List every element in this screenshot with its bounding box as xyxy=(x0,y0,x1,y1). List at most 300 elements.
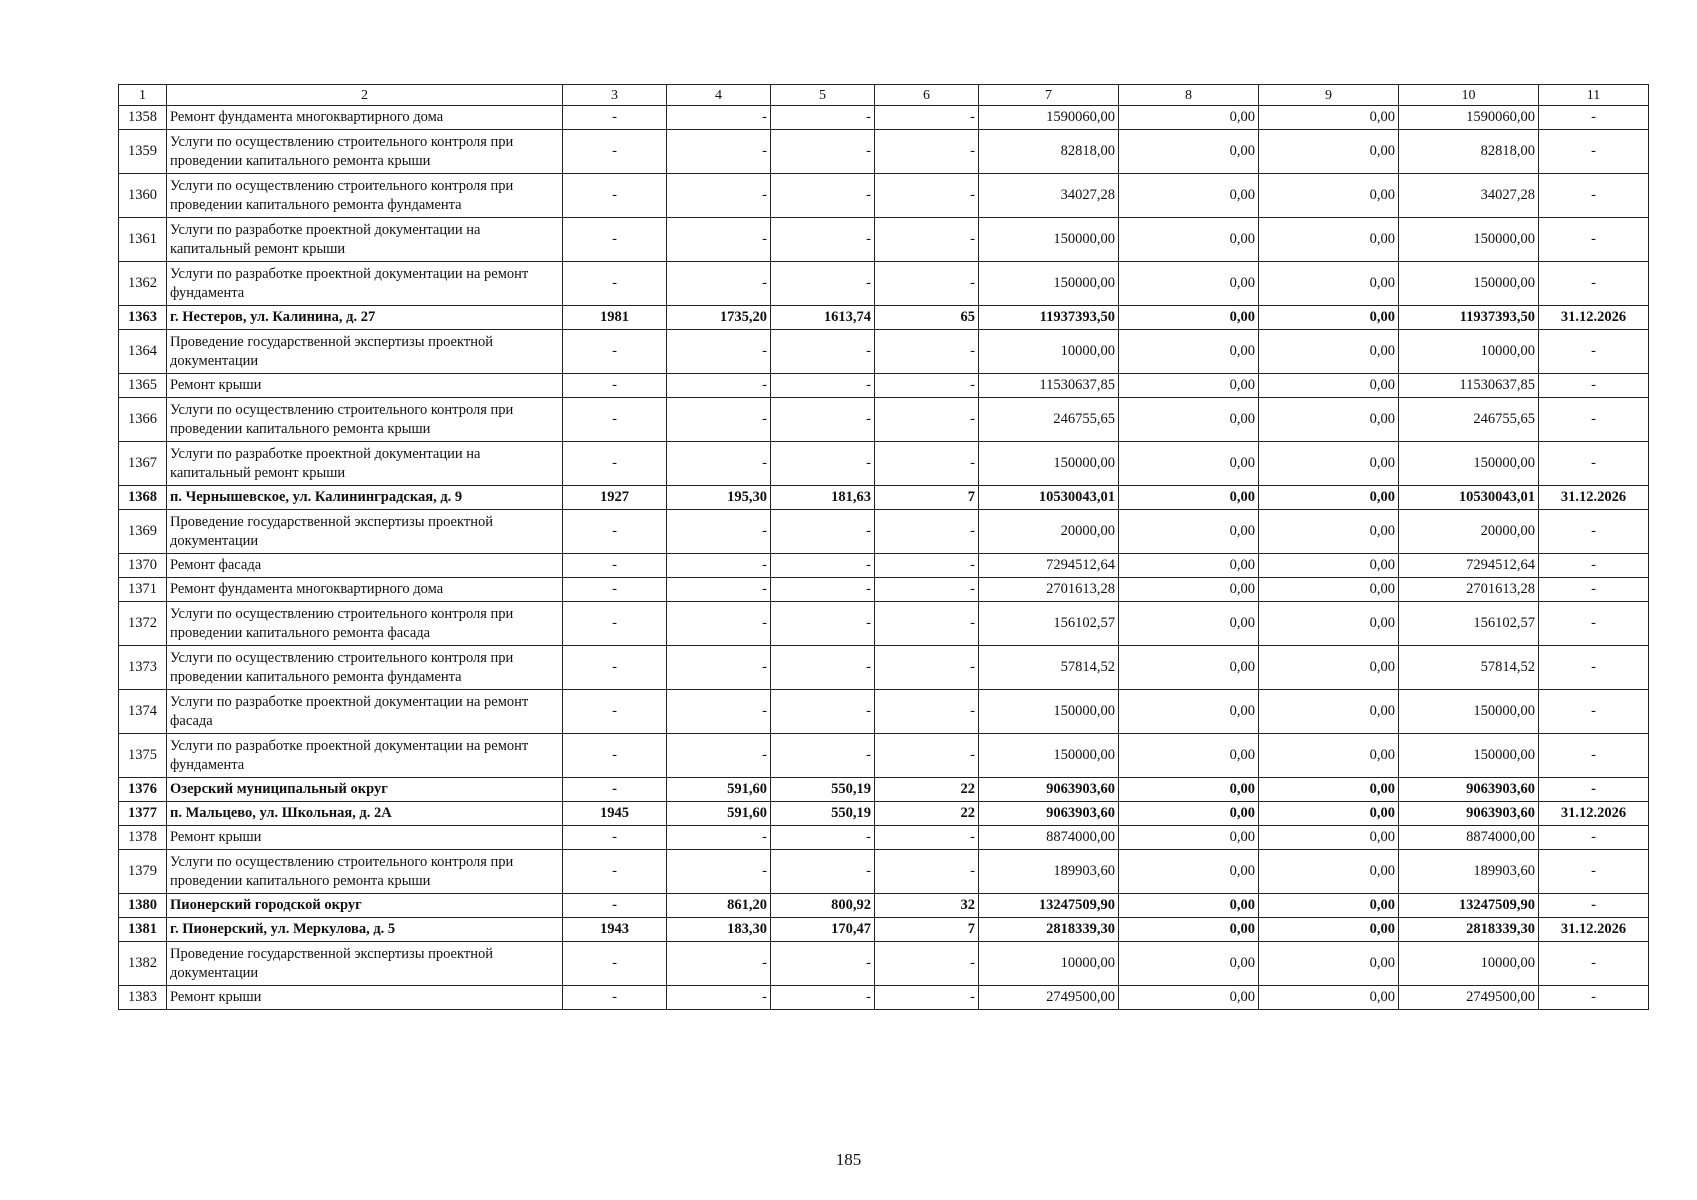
cost-col10-cell: 57814,52 xyxy=(1399,646,1539,690)
cost-total-cell: 246755,65 xyxy=(979,398,1119,442)
area-living-cell: - xyxy=(771,826,875,850)
cost-col8-cell: 0,00 xyxy=(1119,398,1259,442)
area-total-cell: - xyxy=(667,986,771,1010)
area-total-cell: - xyxy=(667,130,771,174)
row-number-cell: 1369 xyxy=(119,510,167,554)
cost-col10-cell: 246755,65 xyxy=(1399,398,1539,442)
year-cell: 1945 xyxy=(563,802,667,826)
cost-col8-cell: 0,00 xyxy=(1119,894,1259,918)
residents-cell: - xyxy=(875,554,979,578)
area-total-cell: 195,30 xyxy=(667,486,771,510)
cost-col9-cell: 0,00 xyxy=(1259,330,1399,374)
cost-col9-cell: 0,00 xyxy=(1259,734,1399,778)
cost-col10-cell: 34027,28 xyxy=(1399,174,1539,218)
work-name-cell: Проведение государственной экспертизы проектной документации xyxy=(167,330,563,374)
row-number-cell: 1371 xyxy=(119,578,167,602)
area-total-cell: - xyxy=(667,646,771,690)
area-living-cell: 550,19 xyxy=(771,778,875,802)
cost-total-cell: 1590060,00 xyxy=(979,106,1119,130)
work-name-cell: Услуги по осуществлению строительного контроля при проведении капитального ремонта фасада xyxy=(167,602,563,646)
column-number-cell: 5 xyxy=(771,85,875,106)
year-cell: - xyxy=(563,398,667,442)
cost-col10-cell: 189903,60 xyxy=(1399,850,1539,894)
deadline-cell: - xyxy=(1539,646,1649,690)
residents-cell: - xyxy=(875,602,979,646)
area-living-cell: - xyxy=(771,374,875,398)
cost-col8-cell: 0,00 xyxy=(1119,602,1259,646)
cost-col8-cell: 0,00 xyxy=(1119,262,1259,306)
cost-total-cell: 10530043,01 xyxy=(979,486,1119,510)
area-total-cell: - xyxy=(667,690,771,734)
row-number-cell: 1359 xyxy=(119,130,167,174)
cost-total-cell: 10000,00 xyxy=(979,330,1119,374)
cost-col10-cell: 8874000,00 xyxy=(1399,826,1539,850)
area-total-cell: - xyxy=(667,602,771,646)
row-number-cell: 1360 xyxy=(119,174,167,218)
year-cell: - xyxy=(563,106,667,130)
cost-total-cell: 189903,60 xyxy=(979,850,1119,894)
area-total-cell: - xyxy=(667,510,771,554)
work-name-cell: Проведение государственной экспертизы проектной документации xyxy=(167,942,563,986)
cost-col10-cell: 7294512,64 xyxy=(1399,554,1539,578)
residents-cell: - xyxy=(875,262,979,306)
area-total-cell: - xyxy=(667,554,771,578)
row-number-cell: 1361 xyxy=(119,218,167,262)
table-row xyxy=(119,510,1649,554)
deadline-cell: - xyxy=(1539,554,1649,578)
work-name-cell: п. Мальцево, ул. Школьная, д. 2А xyxy=(167,802,563,826)
table-row xyxy=(119,778,1649,802)
year-cell: - xyxy=(563,554,667,578)
row-number-cell: 1380 xyxy=(119,894,167,918)
row-number-cell: 1375 xyxy=(119,734,167,778)
table-row xyxy=(119,130,1649,174)
year-cell: - xyxy=(563,850,667,894)
work-name-cell: Услуги по осуществлению строительного контроля при проведении капитального ремонта фундамента xyxy=(167,646,563,690)
table-row xyxy=(119,690,1649,734)
cost-col9-cell: 0,00 xyxy=(1259,174,1399,218)
cost-col10-cell: 150000,00 xyxy=(1399,442,1539,486)
cost-col8-cell: 0,00 xyxy=(1119,554,1259,578)
residents-cell: 65 xyxy=(875,306,979,330)
area-living-cell: - xyxy=(771,602,875,646)
deadline-cell: - xyxy=(1539,690,1649,734)
area-total-cell: 861,20 xyxy=(667,894,771,918)
area-living-cell: - xyxy=(771,850,875,894)
area-living-cell: 550,19 xyxy=(771,802,875,826)
residents-cell: - xyxy=(875,330,979,374)
work-name-cell: Ремонт фасада xyxy=(167,554,563,578)
cost-col10-cell: 156102,57 xyxy=(1399,602,1539,646)
cost-col10-cell: 150000,00 xyxy=(1399,690,1539,734)
cost-col8-cell: 0,00 xyxy=(1119,826,1259,850)
column-number-cell: 7 xyxy=(979,85,1119,106)
cost-total-cell: 13247509,90 xyxy=(979,894,1119,918)
residents-cell: 7 xyxy=(875,918,979,942)
deadline-cell: - xyxy=(1539,602,1649,646)
cost-col10-cell: 13247509,90 xyxy=(1399,894,1539,918)
cost-col10-cell: 150000,00 xyxy=(1399,262,1539,306)
cost-col8-cell: 0,00 xyxy=(1119,174,1259,218)
residents-cell: - xyxy=(875,218,979,262)
cost-total-cell: 156102,57 xyxy=(979,602,1119,646)
work-name-cell: Услуги по разработке проектной документации на ремонт фундамента xyxy=(167,734,563,778)
area-living-cell: - xyxy=(771,986,875,1010)
residents-cell: - xyxy=(875,174,979,218)
cost-col8-cell: 0,00 xyxy=(1119,510,1259,554)
deadline-cell: 31.12.2026 xyxy=(1539,802,1649,826)
residents-cell: - xyxy=(875,130,979,174)
deadline-cell: - xyxy=(1539,374,1649,398)
area-living-cell: 170,47 xyxy=(771,918,875,942)
cost-col9-cell: 0,00 xyxy=(1259,602,1399,646)
cost-col9-cell: 0,00 xyxy=(1259,646,1399,690)
cost-total-cell: 2749500,00 xyxy=(979,986,1119,1010)
row-number-cell: 1363 xyxy=(119,306,167,330)
cost-col8-cell: 0,00 xyxy=(1119,690,1259,734)
cost-col9-cell: 0,00 xyxy=(1259,486,1399,510)
cost-col8-cell: 0,00 xyxy=(1119,918,1259,942)
area-living-cell: - xyxy=(771,942,875,986)
row-number-cell: 1365 xyxy=(119,374,167,398)
year-cell: - xyxy=(563,942,667,986)
cost-col8-cell: 0,00 xyxy=(1119,486,1259,510)
cost-col8-cell: 0,00 xyxy=(1119,734,1259,778)
column-number-cell: 2 xyxy=(167,85,563,106)
table-row xyxy=(119,174,1649,218)
column-number-cell: 4 xyxy=(667,85,771,106)
deadline-cell: - xyxy=(1539,106,1649,130)
cost-col9-cell: 0,00 xyxy=(1259,826,1399,850)
deadline-cell: - xyxy=(1539,778,1649,802)
area-total-cell: 591,60 xyxy=(667,802,771,826)
year-cell: - xyxy=(563,174,667,218)
row-number-cell: 1358 xyxy=(119,106,167,130)
work-name-cell: Ремонт фундамента многоквартирного дома xyxy=(167,578,563,602)
row-number-cell: 1367 xyxy=(119,442,167,486)
year-cell: - xyxy=(563,330,667,374)
deadline-cell: - xyxy=(1539,578,1649,602)
cost-col9-cell: 0,00 xyxy=(1259,442,1399,486)
cost-total-cell: 11530637,85 xyxy=(979,374,1119,398)
row-number-cell: 1374 xyxy=(119,690,167,734)
area-living-cell: - xyxy=(771,262,875,306)
column-number-cell: 11 xyxy=(1539,85,1649,106)
work-name-cell: Услуги по разработке проектной документации на ремонт фасада xyxy=(167,690,563,734)
work-name-cell: Услуги по осуществлению строительного контроля при проведении капитального ремонта фундамента xyxy=(167,174,563,218)
residents-cell: - xyxy=(875,578,979,602)
row-number-cell: 1382 xyxy=(119,942,167,986)
area-living-cell: - xyxy=(771,554,875,578)
residents-cell: 32 xyxy=(875,894,979,918)
area-total-cell: - xyxy=(667,330,771,374)
residents-cell: - xyxy=(875,986,979,1010)
deadline-cell: - xyxy=(1539,942,1649,986)
cost-col8-cell: 0,00 xyxy=(1119,330,1259,374)
row-number-cell: 1381 xyxy=(119,918,167,942)
cost-total-cell: 34027,28 xyxy=(979,174,1119,218)
table-row xyxy=(119,986,1649,1010)
year-cell: - xyxy=(563,690,667,734)
cost-col8-cell: 0,00 xyxy=(1119,778,1259,802)
area-total-cell: - xyxy=(667,106,771,130)
cost-col9-cell: 0,00 xyxy=(1259,802,1399,826)
deadline-cell: - xyxy=(1539,734,1649,778)
year-cell: 1981 xyxy=(563,306,667,330)
area-living-cell: 181,63 xyxy=(771,486,875,510)
residents-cell: - xyxy=(875,826,979,850)
residents-cell: - xyxy=(875,510,979,554)
column-number-cell: 6 xyxy=(875,85,979,106)
deadline-cell: 31.12.2026 xyxy=(1539,486,1649,510)
year-cell: - xyxy=(563,510,667,554)
deadline-cell: - xyxy=(1539,850,1649,894)
year-cell: - xyxy=(563,578,667,602)
cost-col10-cell: 11530637,85 xyxy=(1399,374,1539,398)
area-living-cell: - xyxy=(771,442,875,486)
work-name-cell: Ремонт крыши xyxy=(167,986,563,1010)
cost-total-cell: 82818,00 xyxy=(979,130,1119,174)
area-total-cell: 591,60 xyxy=(667,778,771,802)
deadline-cell: - xyxy=(1539,218,1649,262)
deadline-cell: - xyxy=(1539,398,1649,442)
cost-total-cell: 150000,00 xyxy=(979,262,1119,306)
area-living-cell: - xyxy=(771,106,875,130)
work-name-cell: г. Нестеров, ул. Калинина, д. 27 xyxy=(167,306,563,330)
cost-col10-cell: 150000,00 xyxy=(1399,218,1539,262)
cost-total-cell: 10000,00 xyxy=(979,942,1119,986)
cost-total-cell: 2818339,30 xyxy=(979,918,1119,942)
work-name-cell: Ремонт крыши xyxy=(167,374,563,398)
cost-col9-cell: 0,00 xyxy=(1259,106,1399,130)
cost-col9-cell: 0,00 xyxy=(1259,218,1399,262)
cost-col9-cell: 0,00 xyxy=(1259,554,1399,578)
table-row xyxy=(119,486,1649,510)
area-total-cell: - xyxy=(667,398,771,442)
column-number-cell: 10 xyxy=(1399,85,1539,106)
cost-col8-cell: 0,00 xyxy=(1119,986,1259,1010)
work-name-cell: Пионерский городской округ xyxy=(167,894,563,918)
cost-col10-cell: 10000,00 xyxy=(1399,942,1539,986)
cost-total-cell: 20000,00 xyxy=(979,510,1119,554)
residents-cell: - xyxy=(875,374,979,398)
area-living-cell: - xyxy=(771,646,875,690)
cost-total-cell: 8874000,00 xyxy=(979,826,1119,850)
table-row xyxy=(119,262,1649,306)
work-name-cell: г. Пионерский, ул. Меркулова, д. 5 xyxy=(167,918,563,942)
works-table xyxy=(118,84,1649,1010)
cost-col8-cell: 0,00 xyxy=(1119,578,1259,602)
year-cell: - xyxy=(563,646,667,690)
cost-col10-cell: 2818339,30 xyxy=(1399,918,1539,942)
area-living-cell: - xyxy=(771,578,875,602)
cost-total-cell: 150000,00 xyxy=(979,734,1119,778)
residents-cell: - xyxy=(875,106,979,130)
row-number-cell: 1368 xyxy=(119,486,167,510)
work-name-cell: Проведение государственной экспертизы проектной документации xyxy=(167,510,563,554)
cost-col9-cell: 0,00 xyxy=(1259,130,1399,174)
work-name-cell: Услуги по осуществлению строительного контроля при проведении капитального ремонта крыши xyxy=(167,850,563,894)
year-cell: 1927 xyxy=(563,486,667,510)
area-total-cell: - xyxy=(667,578,771,602)
table-row xyxy=(119,442,1649,486)
cost-col10-cell: 150000,00 xyxy=(1399,734,1539,778)
row-number-cell: 1366 xyxy=(119,398,167,442)
year-cell: - xyxy=(563,602,667,646)
cost-col10-cell: 2701613,28 xyxy=(1399,578,1539,602)
table-row xyxy=(119,802,1649,826)
residents-cell: - xyxy=(875,942,979,986)
year-cell: - xyxy=(563,374,667,398)
cost-col9-cell: 0,00 xyxy=(1259,918,1399,942)
cost-col10-cell: 10000,00 xyxy=(1399,330,1539,374)
cost-col9-cell: 0,00 xyxy=(1259,778,1399,802)
cost-col9-cell: 0,00 xyxy=(1259,942,1399,986)
cost-total-cell: 150000,00 xyxy=(979,690,1119,734)
residents-cell: - xyxy=(875,690,979,734)
year-cell: - xyxy=(563,442,667,486)
table-row xyxy=(119,942,1649,986)
column-number-cell: 1 xyxy=(119,85,167,106)
area-living-cell: - xyxy=(771,218,875,262)
cost-col10-cell: 20000,00 xyxy=(1399,510,1539,554)
row-number-cell: 1378 xyxy=(119,826,167,850)
residents-cell: - xyxy=(875,398,979,442)
cost-total-cell: 2701613,28 xyxy=(979,578,1119,602)
row-number-cell: 1362 xyxy=(119,262,167,306)
area-living-cell: - xyxy=(771,130,875,174)
residents-cell: - xyxy=(875,734,979,778)
cost-col10-cell: 10530043,01 xyxy=(1399,486,1539,510)
row-number-cell: 1376 xyxy=(119,778,167,802)
area-living-cell: - xyxy=(771,734,875,778)
residents-cell: - xyxy=(875,442,979,486)
area-living-cell: 800,92 xyxy=(771,894,875,918)
row-number-cell: 1383 xyxy=(119,986,167,1010)
deadline-cell: - xyxy=(1539,894,1649,918)
table-row xyxy=(119,374,1649,398)
cost-col8-cell: 0,00 xyxy=(1119,442,1259,486)
page-number: 185 xyxy=(835,1150,862,1169)
table-row xyxy=(119,554,1649,578)
cost-col8-cell: 0,00 xyxy=(1119,850,1259,894)
row-number-cell: 1364 xyxy=(119,330,167,374)
residents-cell: 22 xyxy=(875,802,979,826)
area-living-cell: - xyxy=(771,330,875,374)
area-total-cell: - xyxy=(667,942,771,986)
year-cell: - xyxy=(563,262,667,306)
cost-total-cell: 150000,00 xyxy=(979,442,1119,486)
area-total-cell: - xyxy=(667,826,771,850)
deadline-cell: 31.12.2026 xyxy=(1539,306,1649,330)
cost-col10-cell: 9063903,60 xyxy=(1399,802,1539,826)
work-name-cell: Озерский муниципальный округ xyxy=(167,778,563,802)
year-cell: - xyxy=(563,826,667,850)
area-total-cell: - xyxy=(667,442,771,486)
table-row xyxy=(119,826,1649,850)
cost-col9-cell: 0,00 xyxy=(1259,374,1399,398)
table-row xyxy=(119,578,1649,602)
cost-col9-cell: 0,00 xyxy=(1259,262,1399,306)
cost-total-cell: 11937393,50 xyxy=(979,306,1119,330)
row-number-cell: 1370 xyxy=(119,554,167,578)
cost-col8-cell: 0,00 xyxy=(1119,306,1259,330)
cost-col10-cell: 9063903,60 xyxy=(1399,778,1539,802)
residents-cell: - xyxy=(875,646,979,690)
cost-total-cell: 150000,00 xyxy=(979,218,1119,262)
work-name-cell: Услуги по разработке проектной документации на ремонт фундамента xyxy=(167,262,563,306)
area-total-cell: 1735,20 xyxy=(667,306,771,330)
cost-col8-cell: 0,00 xyxy=(1119,218,1259,262)
deadline-cell: - xyxy=(1539,510,1649,554)
table-row xyxy=(119,918,1649,942)
year-cell: 1943 xyxy=(563,918,667,942)
cost-col10-cell: 2749500,00 xyxy=(1399,986,1539,1010)
work-name-cell: Услуги по разработке проектной документации на капитальный ремонт крыши xyxy=(167,442,563,486)
deadline-cell: 31.12.2026 xyxy=(1539,918,1649,942)
area-total-cell: - xyxy=(667,174,771,218)
deadline-cell: - xyxy=(1539,330,1649,374)
year-cell: - xyxy=(563,986,667,1010)
column-number-cell: 9 xyxy=(1259,85,1399,106)
cost-col9-cell: 0,00 xyxy=(1259,690,1399,734)
cost-col8-cell: 0,00 xyxy=(1119,130,1259,174)
area-living-cell: 1613,74 xyxy=(771,306,875,330)
cost-col8-cell: 0,00 xyxy=(1119,646,1259,690)
cost-total-cell: 7294512,64 xyxy=(979,554,1119,578)
area-living-cell: - xyxy=(771,174,875,218)
cost-col9-cell: 0,00 xyxy=(1259,510,1399,554)
work-name-cell: Ремонт фундамента многоквартирного дома xyxy=(167,106,563,130)
year-cell: - xyxy=(563,778,667,802)
cost-total-cell: 57814,52 xyxy=(979,646,1119,690)
year-cell: - xyxy=(563,218,667,262)
column-number-header-row xyxy=(119,85,1649,106)
area-living-cell: - xyxy=(771,690,875,734)
deadline-cell: - xyxy=(1539,442,1649,486)
row-number-cell: 1373 xyxy=(119,646,167,690)
cost-col9-cell: 0,00 xyxy=(1259,986,1399,1010)
area-living-cell: - xyxy=(771,398,875,442)
cost-col8-cell: 0,00 xyxy=(1119,374,1259,398)
year-cell: - xyxy=(563,734,667,778)
table-row xyxy=(119,646,1649,690)
table-row xyxy=(119,398,1649,442)
work-name-cell: п. Чернышевское, ул. Калининградская, д. 9 xyxy=(167,486,563,510)
work-name-cell: Услуги по разработке проектной документации на капитальный ремонт крыши xyxy=(167,218,563,262)
area-living-cell: - xyxy=(771,510,875,554)
work-name-cell: Услуги по осуществлению строительного контроля при проведении капитального ремонта крыши xyxy=(167,398,563,442)
work-name-cell: Услуги по осуществлению строительного контроля при проведении капитального ремонта крыши xyxy=(167,130,563,174)
table-row xyxy=(119,106,1649,130)
row-number-cell: 1377 xyxy=(119,802,167,826)
area-total-cell: - xyxy=(667,734,771,778)
area-total-cell: 183,30 xyxy=(667,918,771,942)
cost-col8-cell: 0,00 xyxy=(1119,942,1259,986)
cost-col10-cell: 82818,00 xyxy=(1399,130,1539,174)
column-number-cell: 8 xyxy=(1119,85,1259,106)
column-number-cell: 3 xyxy=(563,85,667,106)
residents-cell: - xyxy=(875,850,979,894)
deadline-cell: - xyxy=(1539,986,1649,1010)
row-number-cell: 1379 xyxy=(119,850,167,894)
residents-cell: 22 xyxy=(875,778,979,802)
cost-total-cell: 9063903,60 xyxy=(979,802,1119,826)
row-number-cell: 1372 xyxy=(119,602,167,646)
table-row xyxy=(119,734,1649,778)
deadline-cell: - xyxy=(1539,174,1649,218)
cost-col9-cell: 0,00 xyxy=(1259,850,1399,894)
